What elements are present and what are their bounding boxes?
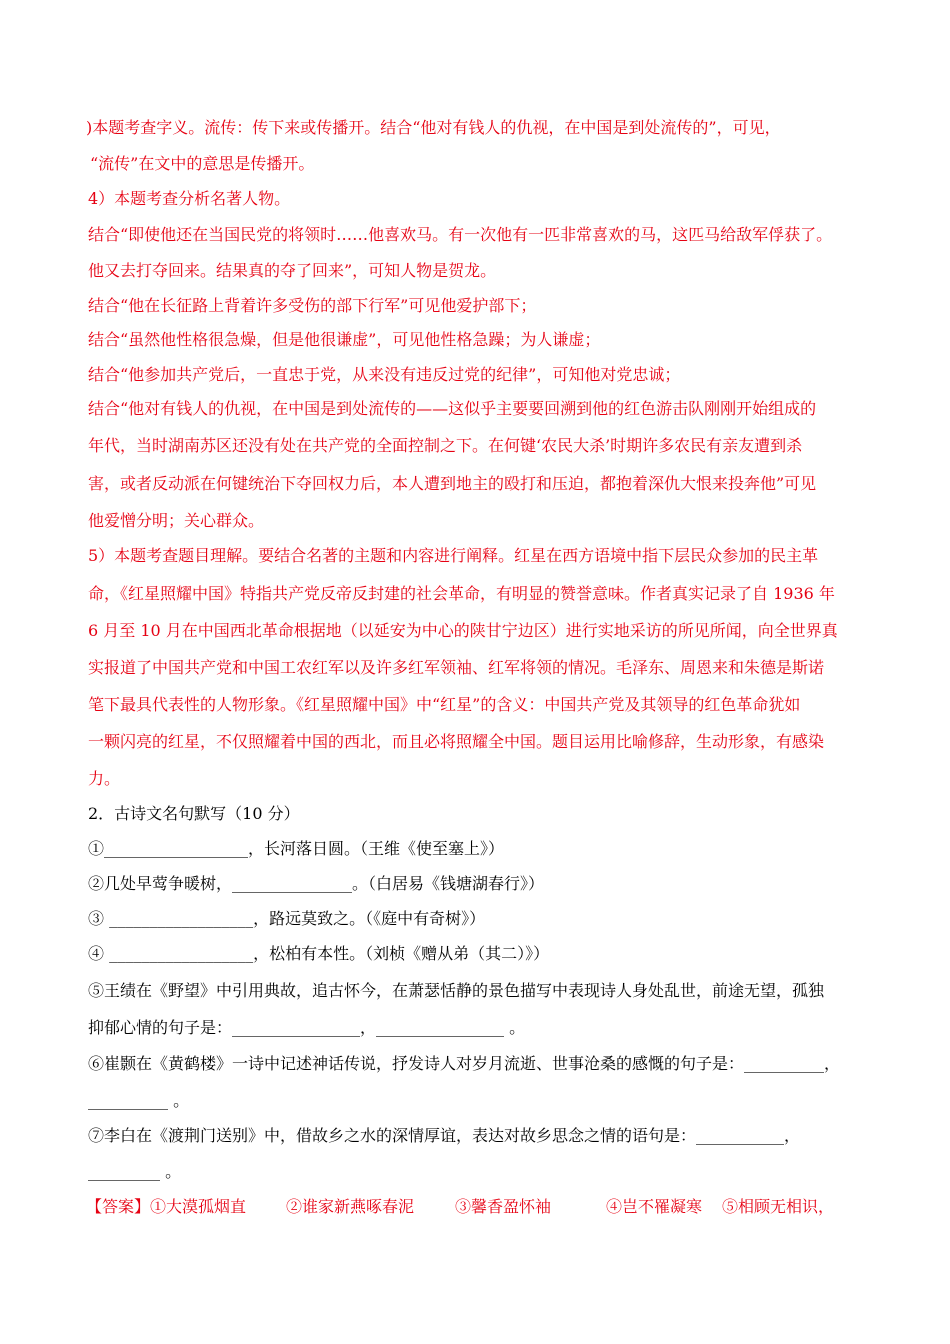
question-item: ⑦李白在《渡荆门送别》中，借故乡之水的深情厚谊，表达对故乡思念之情的语句是：___________， [88,1126,801,1145]
explanation-heading: 5）本题考查题目理解。要结合名著的主题和内容进行阐释。红星在西方语境中指下层民众参加的民主革 [88,546,819,565]
question-item: ②几处早莺争暖树，_______________。（白居易《钱塘湖春行》） [88,874,545,893]
explanation-line: 力。 [88,769,121,788]
question-title: 2．古诗文名句默写（10 分） [88,804,300,823]
answer-label: 【答案】 [86,1197,151,1216]
explanation-line: 结合“他参加共产党后，一直忠于党，从来没有违反过党的纪律”，可知他对党忠诚； [88,365,681,384]
answer-item: ②谁家新燕啄春泥 [286,1197,415,1216]
question-item: ①__________________，长河落日圆。（王维《使至塞上》） [88,839,505,858]
explanation-line: 结合“他对有钱人的仇视，在中国是到处流传的——这似乎主要要回溯到他的红色游击队刚刚开始组成的 [88,399,817,418]
question-item: ④ __________________，松柏有本性。（刘桢《赠从弟（其二）》） [88,944,550,963]
question-item: ⑥崔颢在《黄鹤楼》一诗中记述神话传说，抒发诗人对岁月流逝、世事沧桑的感慨的句子是：__________， [88,1054,841,1073]
explanation-line: 笔下最具代表性的人物形象。《红星照耀中国》中“红星”的含义：中国共产党及其领导的红色革命犹如 [88,695,801,714]
explanation-line: )本题考查字义。流传：传下来或传播开。结合“他对有钱人的仇视，在中国是到处流传的”，可见， [86,118,781,137]
explanation-line: 一颗闪亮的红星，不仅照耀着中国的西北，而且必将照耀全中国。题目运用比喻修辞，生动形象，有感染 [88,732,825,751]
question-item: 抑郁心情的句子是：________________，________________ 。 [88,1018,526,1037]
question-item: ③ __________________，路远莫致之。（《庭中有奇树》） [88,909,486,928]
explanation-line: 年代，当时湖南苏区还没有处在共产党的全面控制之下。在何键‘农民大杀’时期许多农民有亲友遭到杀 [88,436,803,455]
answer-item: ⑤相顾无相识， [722,1197,835,1216]
explanation-line: 他又去打夺回来。结果真的夺了回来”，可知人物是贺龙。 [88,261,497,280]
answer-item: ③馨香盈怀袖 [455,1197,552,1216]
explanation-line: 结合“虽然他性格很急燥，但是他很谦虚”，可见他性格急躁；为人谦虚； [88,330,601,349]
explanation-line: 他爱憎分明；关心群众。 [88,511,265,530]
explanation-line: 害，或者反动派在何键统治下夺回权力后，本人遭到地主的殴打和压迫，都抱着深仇大恨来投奔他”可见 [88,474,817,493]
explanation-line: 6 月至 10 月在中国西北革命根据地（以延安为中心的陕甘宁边区）进行实地采访的所见所闻，向全世界真 [88,621,838,640]
answer-item: ④岂不罹凝寒 [606,1197,703,1216]
explanation-line: “流传”在文中的意思是传播开。 [90,154,315,173]
question-item: _________ 。 [88,1162,182,1181]
explanation-line: 结合“他在长征路上背着许多受伤的部下行军”可见他爱护部下； [88,296,537,315]
explanation-line: 实报道了中国共产党和中国工农红军以及许多红军领袖、红军将领的情况。毛泽东、周恩来和朱德是斯诺 [88,658,825,677]
question-item: ⑤王绩在《野望》中引用典故，追古怀今，在萧瑟恬静的景色描写中表现诗人身处乱世，前途无望，孤独 [88,981,825,1000]
explanation-heading: 4）本题考查分析名著人物。 [88,189,291,208]
explanation-line: 结合“即使他还在当国民党的将领时……他喜欢马。有一次他有一匹非常喜欢的马，这匹马给敌军俘获了。 [88,225,833,244]
question-item: __________ 。 [88,1091,190,1110]
answer-item: ①大漠孤烟直 [150,1197,247,1216]
explanation-line: 命，《红星照耀中国》特指共产党反帝反封建的社会革命，有明显的赞誉意味。作者真实记录了自 1936 年 [88,584,835,603]
